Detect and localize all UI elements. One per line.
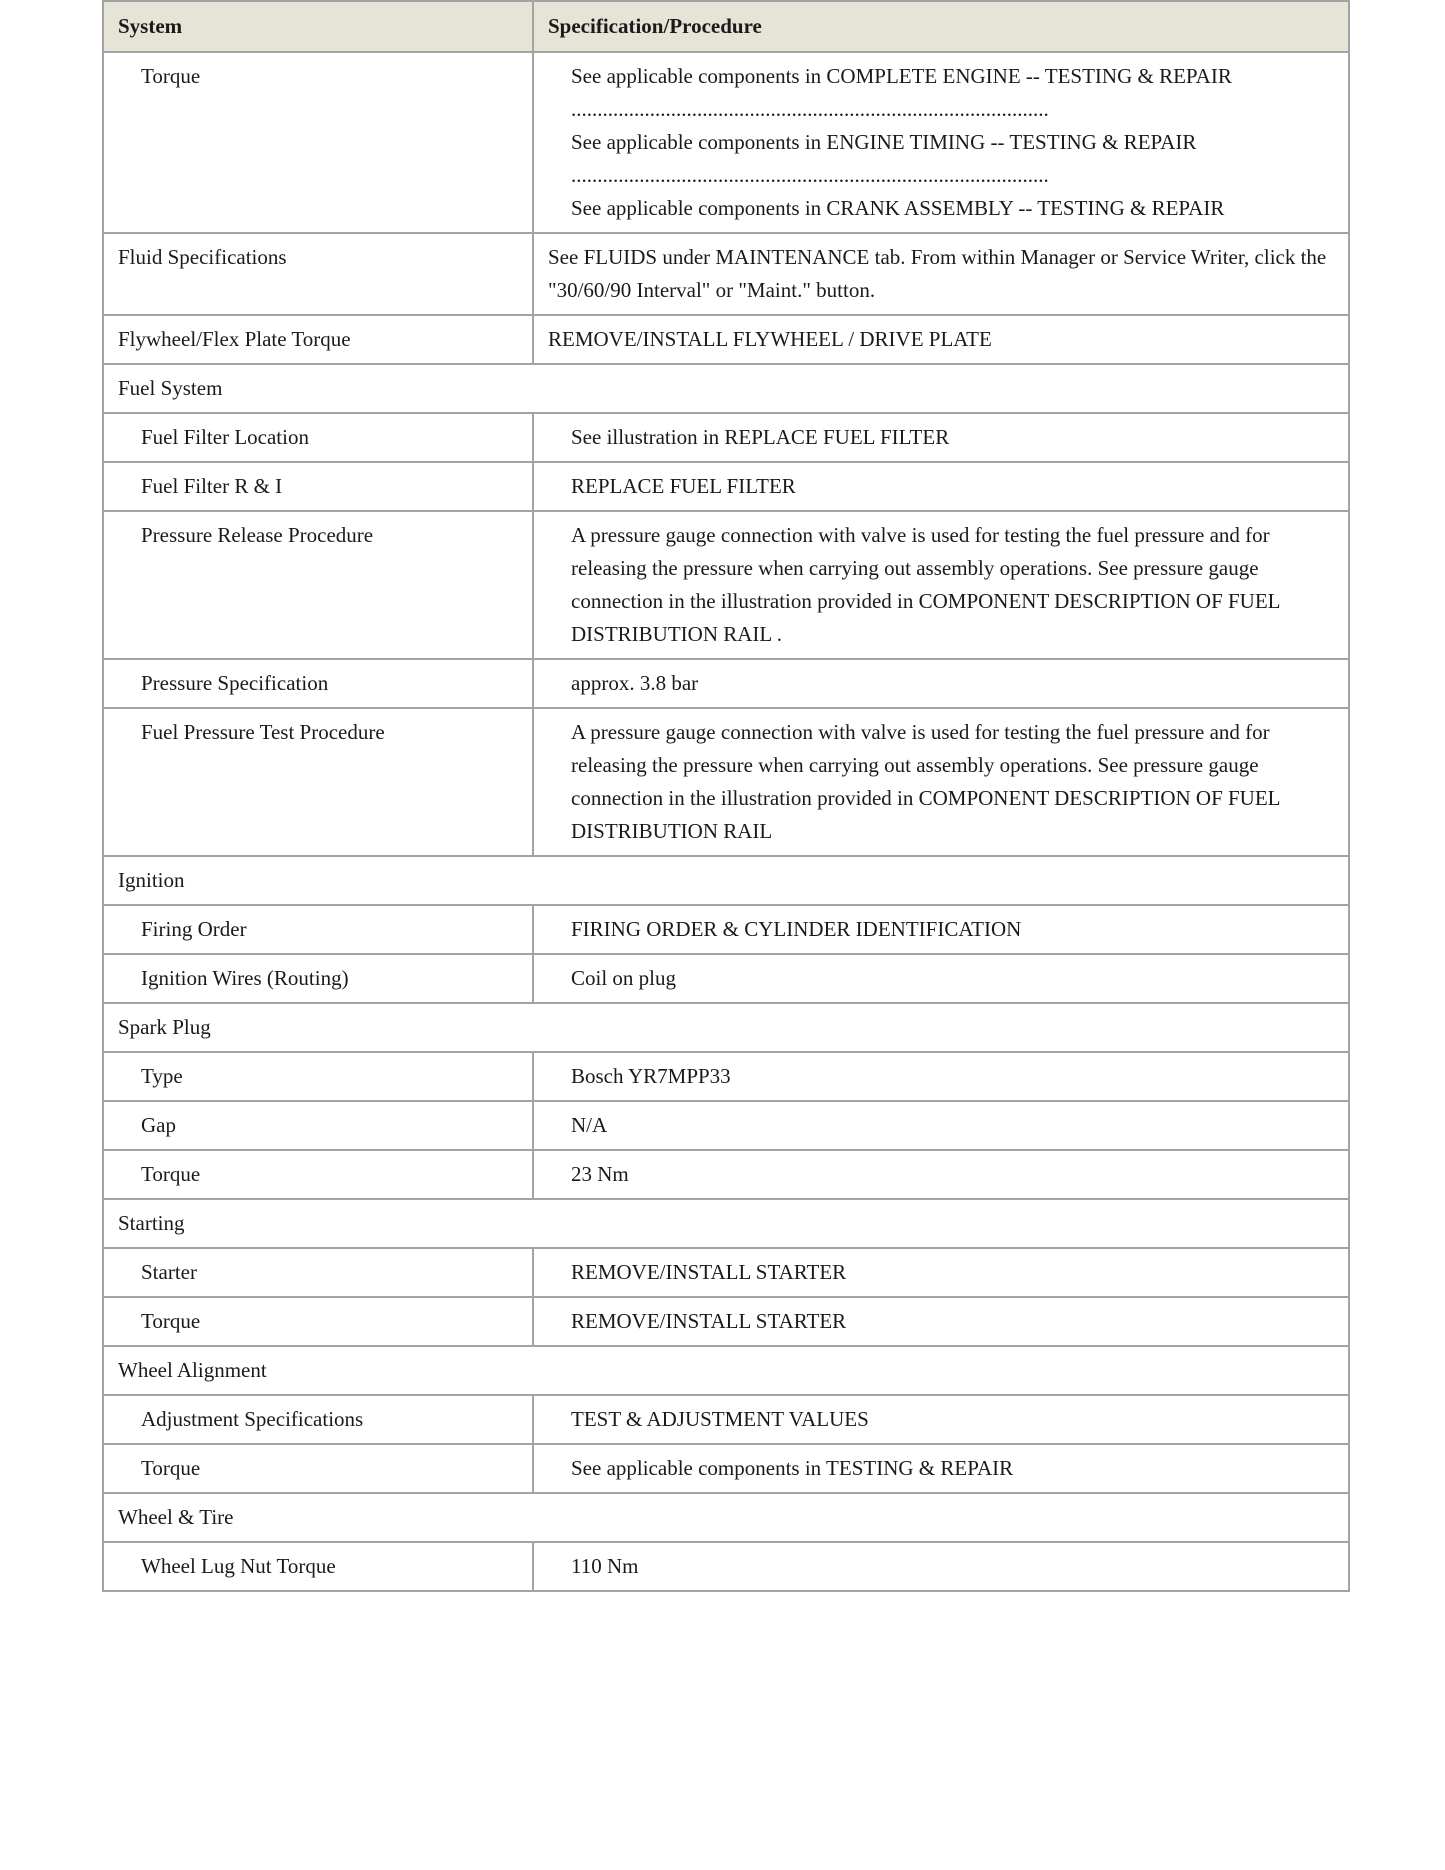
spec-text: approx. 3.8 bar xyxy=(571,671,699,695)
spec-text: Coil on plug xyxy=(571,966,677,990)
group-heading: Wheel Alignment xyxy=(103,1346,1349,1395)
spec-text: See applicable components in TESTING & REPAIR xyxy=(571,1456,1014,1480)
table-body xyxy=(103,52,1349,1591)
table-row xyxy=(103,413,1349,462)
spec-cell xyxy=(533,1150,1349,1199)
spec-text: REPLACE FUEL FILTER xyxy=(571,474,796,498)
spec-cell xyxy=(533,462,1349,511)
system-cell: Wheel Lug Nut Torque xyxy=(103,1542,533,1591)
group-row xyxy=(103,364,1349,413)
spec-text: FIRING ORDER & CYLINDER IDENTIFICATION xyxy=(571,917,1022,941)
system-cell: Firing Order xyxy=(103,905,533,954)
group-heading: Ignition xyxy=(103,856,1349,905)
table-row xyxy=(103,1297,1349,1346)
group-heading: Spark Plug xyxy=(103,1003,1349,1052)
table-row xyxy=(103,905,1349,954)
spec-cell xyxy=(533,1101,1349,1150)
spec-text: Bosch YR7MPP33 xyxy=(571,1064,731,1088)
spec-cell xyxy=(533,708,1349,856)
group-row xyxy=(103,1199,1349,1248)
spec-text: A pressure gauge connection with valve is used for testing the fuel pressure and for releasing the pressure when carrying out assembly operations. See pressure gauge connection in the illustration provided in COMPONENT DESCRIPTION OF FUEL DISTRIBUTION RAIL . xyxy=(571,523,1280,646)
dotted-leader: ........................................................................................... xyxy=(571,163,1049,187)
table-row xyxy=(103,1052,1349,1101)
system-cell: Gap xyxy=(103,1101,533,1150)
spec-text: REMOVE/INSTALL STARTER xyxy=(571,1309,847,1333)
spec-cell xyxy=(533,905,1349,954)
system-column-header: System xyxy=(103,1,533,52)
spec-text: 23 Nm xyxy=(571,1162,629,1186)
spec-cell xyxy=(533,1052,1349,1101)
spec-cell xyxy=(533,1248,1349,1297)
spec-text: REMOVE/INSTALL FLYWHEEL / DRIVE PLATE xyxy=(548,327,992,351)
spec-cell xyxy=(533,315,1349,364)
spec-text: A pressure gauge connection with valve is used for testing the fuel pressure and for releasing the pressure when carrying out assembly operations. See pressure gauge connection in the illustration provided in COMPONENT DESCRIPTION OF FUEL DISTRIBUTION RAIL xyxy=(571,720,1280,843)
spec-text: See applicable components in COMPLETE ENGINE -- TESTING & REPAIR xyxy=(571,64,1232,88)
spec-cell xyxy=(533,1444,1349,1493)
table-row xyxy=(103,659,1349,708)
table-row xyxy=(103,315,1349,364)
group-heading: Starting xyxy=(103,1199,1349,1248)
group-heading: Wheel & Tire xyxy=(103,1493,1349,1542)
table-row xyxy=(103,1101,1349,1150)
table-row xyxy=(103,1444,1349,1493)
system-cell: Type xyxy=(103,1052,533,1101)
table-row xyxy=(103,708,1349,856)
spec-cell xyxy=(533,52,1349,233)
spec-text: See FLUIDS under MAINTENANCE tab. From within Manager or Service Writer, click the "30/60/90 Interval" or "Maint." button. xyxy=(548,245,1327,302)
system-cell: Torque xyxy=(103,52,533,233)
spec-cell xyxy=(533,233,1349,315)
table-row xyxy=(103,1395,1349,1444)
system-cell: Torque xyxy=(103,1297,533,1346)
table-header xyxy=(103,1,1349,52)
specification-table xyxy=(102,0,1350,1592)
system-cell: Fluid Specifications xyxy=(103,233,533,315)
system-cell: Ignition Wires (Routing) xyxy=(103,954,533,1003)
system-cell: Starter xyxy=(103,1248,533,1297)
spec-text: See illustration in REPLACE FUEL FILTER xyxy=(571,425,950,449)
spec-column-header: Specification/Procedure xyxy=(533,1,1349,52)
spec-cell xyxy=(533,1542,1349,1591)
dotted-leader: ........................................................................................... xyxy=(571,97,1049,121)
system-cell: Fuel Filter Location xyxy=(103,413,533,462)
system-cell: Fuel Pressure Test Procedure xyxy=(103,708,533,856)
table-row xyxy=(103,954,1349,1003)
system-cell: Pressure Specification xyxy=(103,659,533,708)
spec-cell xyxy=(533,511,1349,659)
table-row xyxy=(103,511,1349,659)
group-heading: Fuel System xyxy=(103,364,1349,413)
spec-text: N/A xyxy=(571,1113,608,1137)
spec-text: 110 Nm xyxy=(571,1554,639,1578)
spec-cell xyxy=(533,1297,1349,1346)
table-row xyxy=(103,1248,1349,1297)
system-cell: Fuel Filter R & I xyxy=(103,462,533,511)
table-row xyxy=(103,1542,1349,1591)
table-row xyxy=(103,233,1349,315)
group-row xyxy=(103,856,1349,905)
system-cell: Torque xyxy=(103,1150,533,1199)
system-cell: Flywheel/Flex Plate Torque xyxy=(103,315,533,364)
table-row xyxy=(103,1150,1349,1199)
system-cell: Torque xyxy=(103,1444,533,1493)
spec-text: TEST & ADJUSTMENT VALUES xyxy=(571,1407,869,1431)
spec-cell xyxy=(533,413,1349,462)
group-row xyxy=(103,1346,1349,1395)
group-row xyxy=(103,1493,1349,1542)
header-row xyxy=(103,1,1349,52)
system-cell: Pressure Release Procedure xyxy=(103,511,533,659)
spec-cell xyxy=(533,1395,1349,1444)
spec-text: See applicable components in ENGINE TIMING -- TESTING & REPAIR xyxy=(571,130,1197,154)
system-cell: Adjustment Specifications xyxy=(103,1395,533,1444)
spec-text: REMOVE/INSTALL STARTER xyxy=(571,1260,847,1284)
spec-cell xyxy=(533,954,1349,1003)
spec-cell xyxy=(533,659,1349,708)
group-row xyxy=(103,1003,1349,1052)
table-row xyxy=(103,462,1349,511)
table-row xyxy=(103,52,1349,233)
spec-text: See applicable components in CRANK ASSEMBLY -- TESTING & REPAIR xyxy=(571,196,1225,220)
